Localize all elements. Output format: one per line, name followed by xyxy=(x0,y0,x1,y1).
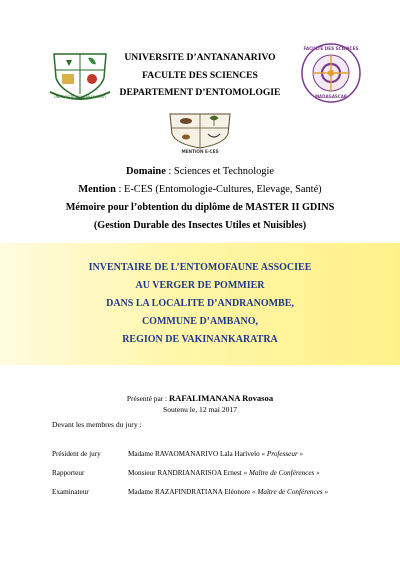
jury-member-rapporteur xyxy=(52,469,320,477)
author-name: RAFALIMANANA Rovasoa xyxy=(168,393,274,403)
jury-intro: Devant les membres du jury : xyxy=(52,420,142,429)
mention-value: : E-CES (Entomologie-Cultures, Elevage, Santé) xyxy=(115,184,322,195)
domaine-label: Domaine xyxy=(126,166,166,177)
jury-member-president xyxy=(52,450,303,458)
thesis-title-line-1: INVENTAIRE DE L’ENTOMOFAUNE ASSOCIEE xyxy=(88,262,312,273)
jury-name: Monsieur RANDRIANARISOA Ernest xyxy=(128,469,242,477)
jury-title: « Maître de Conférences » xyxy=(243,469,320,477)
jury-title: « Maître de Conférences » xyxy=(251,488,329,496)
gdins-line: (Gestion Durable des Insectes Utiles et Nuisibles) xyxy=(93,220,307,231)
jury-member-examinateur xyxy=(52,488,328,496)
jury-name: Madame RAZAFINDRATIANA Eléonore xyxy=(128,488,251,496)
presented-by-label: Présenté par : xyxy=(126,394,169,403)
seal-bottom-text: MADAGASCAR xyxy=(315,94,347,99)
jury-role: Rapporteur xyxy=(52,469,85,477)
seal-top-text: FACULTE DES SCIENCES xyxy=(303,46,359,51)
jury-role: Président de jury xyxy=(52,450,101,458)
thesis-title-line-5: REGION DE VAKINANKARATRA xyxy=(122,334,278,345)
mention-line xyxy=(0,184,400,195)
jury-role: Examinateur xyxy=(52,488,89,496)
jury-title: « Professeur » xyxy=(261,450,304,458)
domaine-value: : Sciences et Technologie xyxy=(165,166,274,177)
crest-caption: UNIVERSITE D'ANTANANARIVO xyxy=(54,95,106,99)
university-name: UNIVERSITE D’ANTANANARIVO xyxy=(124,52,276,63)
mention-label: Mention xyxy=(78,184,116,195)
memoire-line: Mémoire pour l’obtention du diplôme de MASTER II GDINS xyxy=(65,202,335,213)
thesis-title-line-3: DANS LA LOCALITE D’ANDRANOMBE, xyxy=(106,298,294,309)
thesis-title-line-2: AU VERGER DE POMMIER xyxy=(135,280,265,291)
presented-by-line xyxy=(0,388,400,406)
thesis-title-line-4: COMMUNE D’AMBANO, xyxy=(141,316,259,327)
domaine-line xyxy=(0,166,400,177)
mention-logo-caption: MENTION E-CES xyxy=(181,149,219,154)
mention-eces-logo xyxy=(166,110,234,156)
faculty-name: FACULTE DES SCIENCES xyxy=(142,70,258,81)
defense-date: Soutenu le, 12 mai 2017 xyxy=(162,405,238,414)
jury-name: Madame RAVAOMANARIVO Lala Harivelo xyxy=(128,450,260,458)
department-name: DEPARTEMENT D’ENTOMOLOGIE xyxy=(119,87,281,98)
